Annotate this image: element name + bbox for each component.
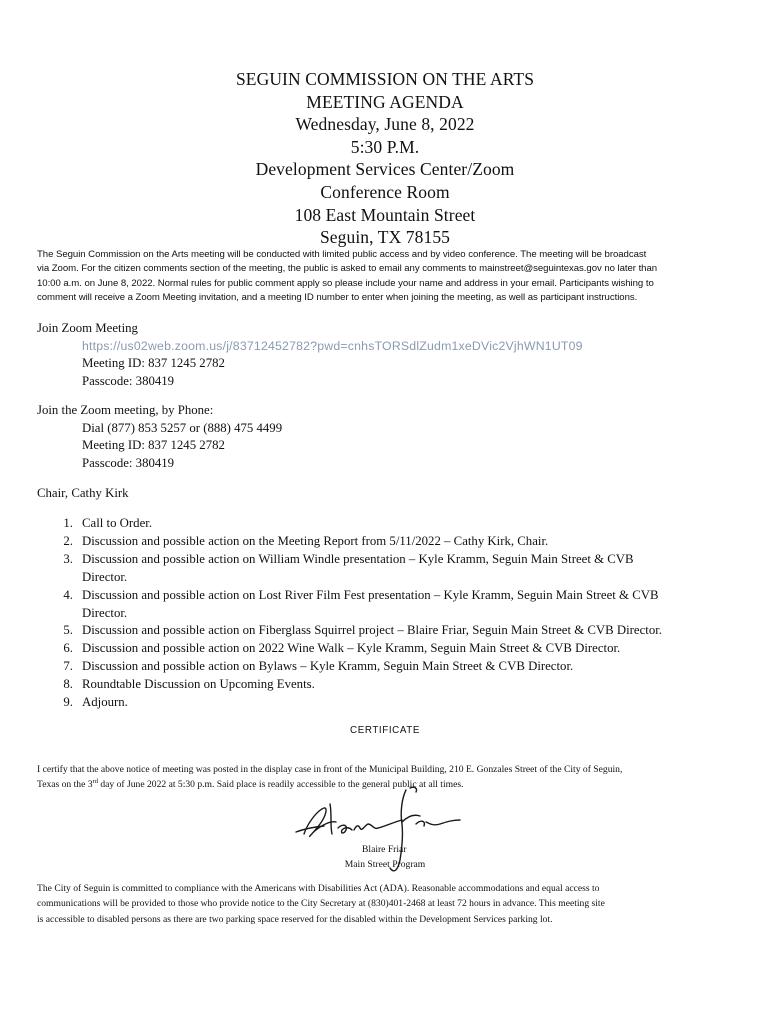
agenda-item-number: 5.: [63, 623, 73, 638]
agenda-item-number: 1.: [63, 516, 73, 530]
zoom-heading: Join Zoom Meeting: [37, 321, 138, 335]
header-city: Seguin, TX 78155: [319, 227, 451, 248]
zoom-section: [37, 320, 583, 390]
agenda-item-text-continued: Director.: [82, 569, 128, 584]
agenda-item-number: 7.: [63, 659, 73, 674]
phone-section: [37, 402, 282, 472]
intro-line: The Seguin Commission on the Arts meeting will be conducted with limited public access and by video conference. The meeting will be broadcast: [37, 249, 647, 260]
agenda-item-number: 6.: [63, 641, 73, 656]
agenda-item-text: Adjourn.: [82, 695, 128, 710]
ada-line: communications will be provided to those who provide notice to the City Secretary at (830)401-2468 at least 72 hours in advance. This meeting site: [37, 898, 605, 910]
header-organization: SEGUIN COMMISSION ON THE ARTS: [235, 69, 535, 89]
header-venue: Development Services Center/Zoom: [255, 159, 515, 180]
ordinal-suffix: rd: [92, 778, 98, 786]
agenda-item-number: 3.: [63, 551, 73, 566]
header-time: 5:30 P.M.: [350, 136, 420, 157]
agenda-item-text: Discussion and possible action on Lost River Film Fest presentation – Kyle Kramm, Seguin Main Street & CVB: [82, 587, 659, 602]
agenda-header: [0, 68, 770, 249]
agenda-item: [55, 515, 745, 533]
ada-line: is accessible to disabled persons as there are two parking space reserved for the disabled within the Development Services parking lot.: [37, 913, 553, 925]
ada-notice: [37, 881, 737, 927]
agenda-item: [55, 533, 745, 551]
certificate-line-end: day of June 2022 at 5:30 p.m. Said place is readily accessible to the general public at all times.: [97, 779, 464, 791]
agenda-item: [55, 694, 745, 712]
signer-name: Blaire Friar: [362, 844, 407, 855]
certificate-line: I certify that the above notice of meeting was posted in the display case in front of the Municipal Building, 210 E. Gonzales Street of the City of Seguin,: [37, 764, 623, 775]
signer-block: [300, 842, 470, 872]
phone-meeting-id: Meeting ID: 837 1245 2782: [82, 438, 225, 453]
agenda-item-number: 9.: [63, 695, 73, 710]
agenda-item-number: 8.: [63, 677, 73, 692]
agenda-item-text: Discussion and possible action on the Meeting Report from 5/11/2022 – Cathy Kirk, Chair.: [82, 533, 549, 548]
agenda-item: [55, 551, 745, 587]
agenda-item-text: Discussion and possible action on 2022 Wine Walk – Kyle Kramm, Seguin Main Street & CVB Director.: [82, 641, 621, 656]
agenda-item-text: Discussion and possible action on William Windle presentation – Kyle Kramm, Seguin Main Street & CVB: [82, 551, 634, 566]
zoom-meeting-id: Meeting ID: 837 1245 2782: [82, 356, 225, 371]
agenda-item-number: 2.: [63, 533, 73, 548]
agenda-list: [55, 515, 745, 712]
phone-passcode: Passcode: 380419: [82, 455, 175, 470]
agenda-item-text: Call to Order.: [82, 516, 153, 530]
intro-line: comment will receive a Zoom Meeting invitation, and a meeting ID number to enter when joining the meeting, as well as participant instructions.: [37, 292, 638, 304]
agenda-item: [55, 587, 745, 623]
intro-line: 10:00 a.m. on June 8, 2022. Normal rules for public comment apply so please include your name and address in your email. Participants wishing to: [37, 277, 654, 289]
agenda-item-text-continued: Director.: [82, 605, 128, 620]
chair-line: Chair, Cathy Kirk: [37, 486, 129, 500]
header-room: Conference Room: [320, 181, 450, 202]
agenda-item-number: 4.: [63, 587, 73, 602]
phone-dial: Dial (877) 853 5257 or (888) 475 4499: [82, 420, 283, 435]
agenda-item: [55, 676, 745, 694]
header-document-type: MEETING AGENDA: [306, 91, 464, 112]
certificate-line-start: Texas on the 3: [37, 779, 93, 791]
agenda-item-text: Discussion and possible action on Fiberglass Squirrel project – Blaire Friar, Seguin Main Street & CVB Director.: [82, 623, 663, 638]
header-street: 108 East Mountain Street: [294, 204, 476, 225]
header-date: Wednesday, June 8, 2022: [295, 114, 475, 135]
zoom-passcode: Passcode: 380419: [82, 373, 175, 388]
phone-heading: Join the Zoom meeting, by Phone:: [37, 403, 214, 417]
intro-line: via Zoom. For the citizen comments section of the meeting, the public is asked to email any comments to mainstreet@seguintexas.gov no later than: [37, 263, 658, 275]
certificate-title: CERTIFICATE: [350, 725, 420, 736]
agenda-item-text: Discussion and possible action on Bylaws – Kyle Kramm, Seguin Main Street & CVB Director.: [82, 659, 574, 674]
ada-line: The City of Seguin is committed to compliance with the Americans with Disabilities Act (ADA). Reasonable accommodations and equal access to: [37, 883, 600, 894]
agenda-item: [55, 640, 745, 658]
agenda-item: [55, 658, 745, 676]
zoom-link[interactable]: https://us02web.zoom.us/j/83712452782?pwd=cnhsTORSdlZudm1xeDVic2VjhWN1UT09: [82, 338, 583, 353]
agenda-item-text: Roundtable Discussion on Upcoming Events.: [82, 677, 315, 692]
agenda-item: [55, 622, 745, 640]
signer-title: Main Street Program: [344, 859, 426, 870]
intro-paragraph: [37, 248, 737, 306]
